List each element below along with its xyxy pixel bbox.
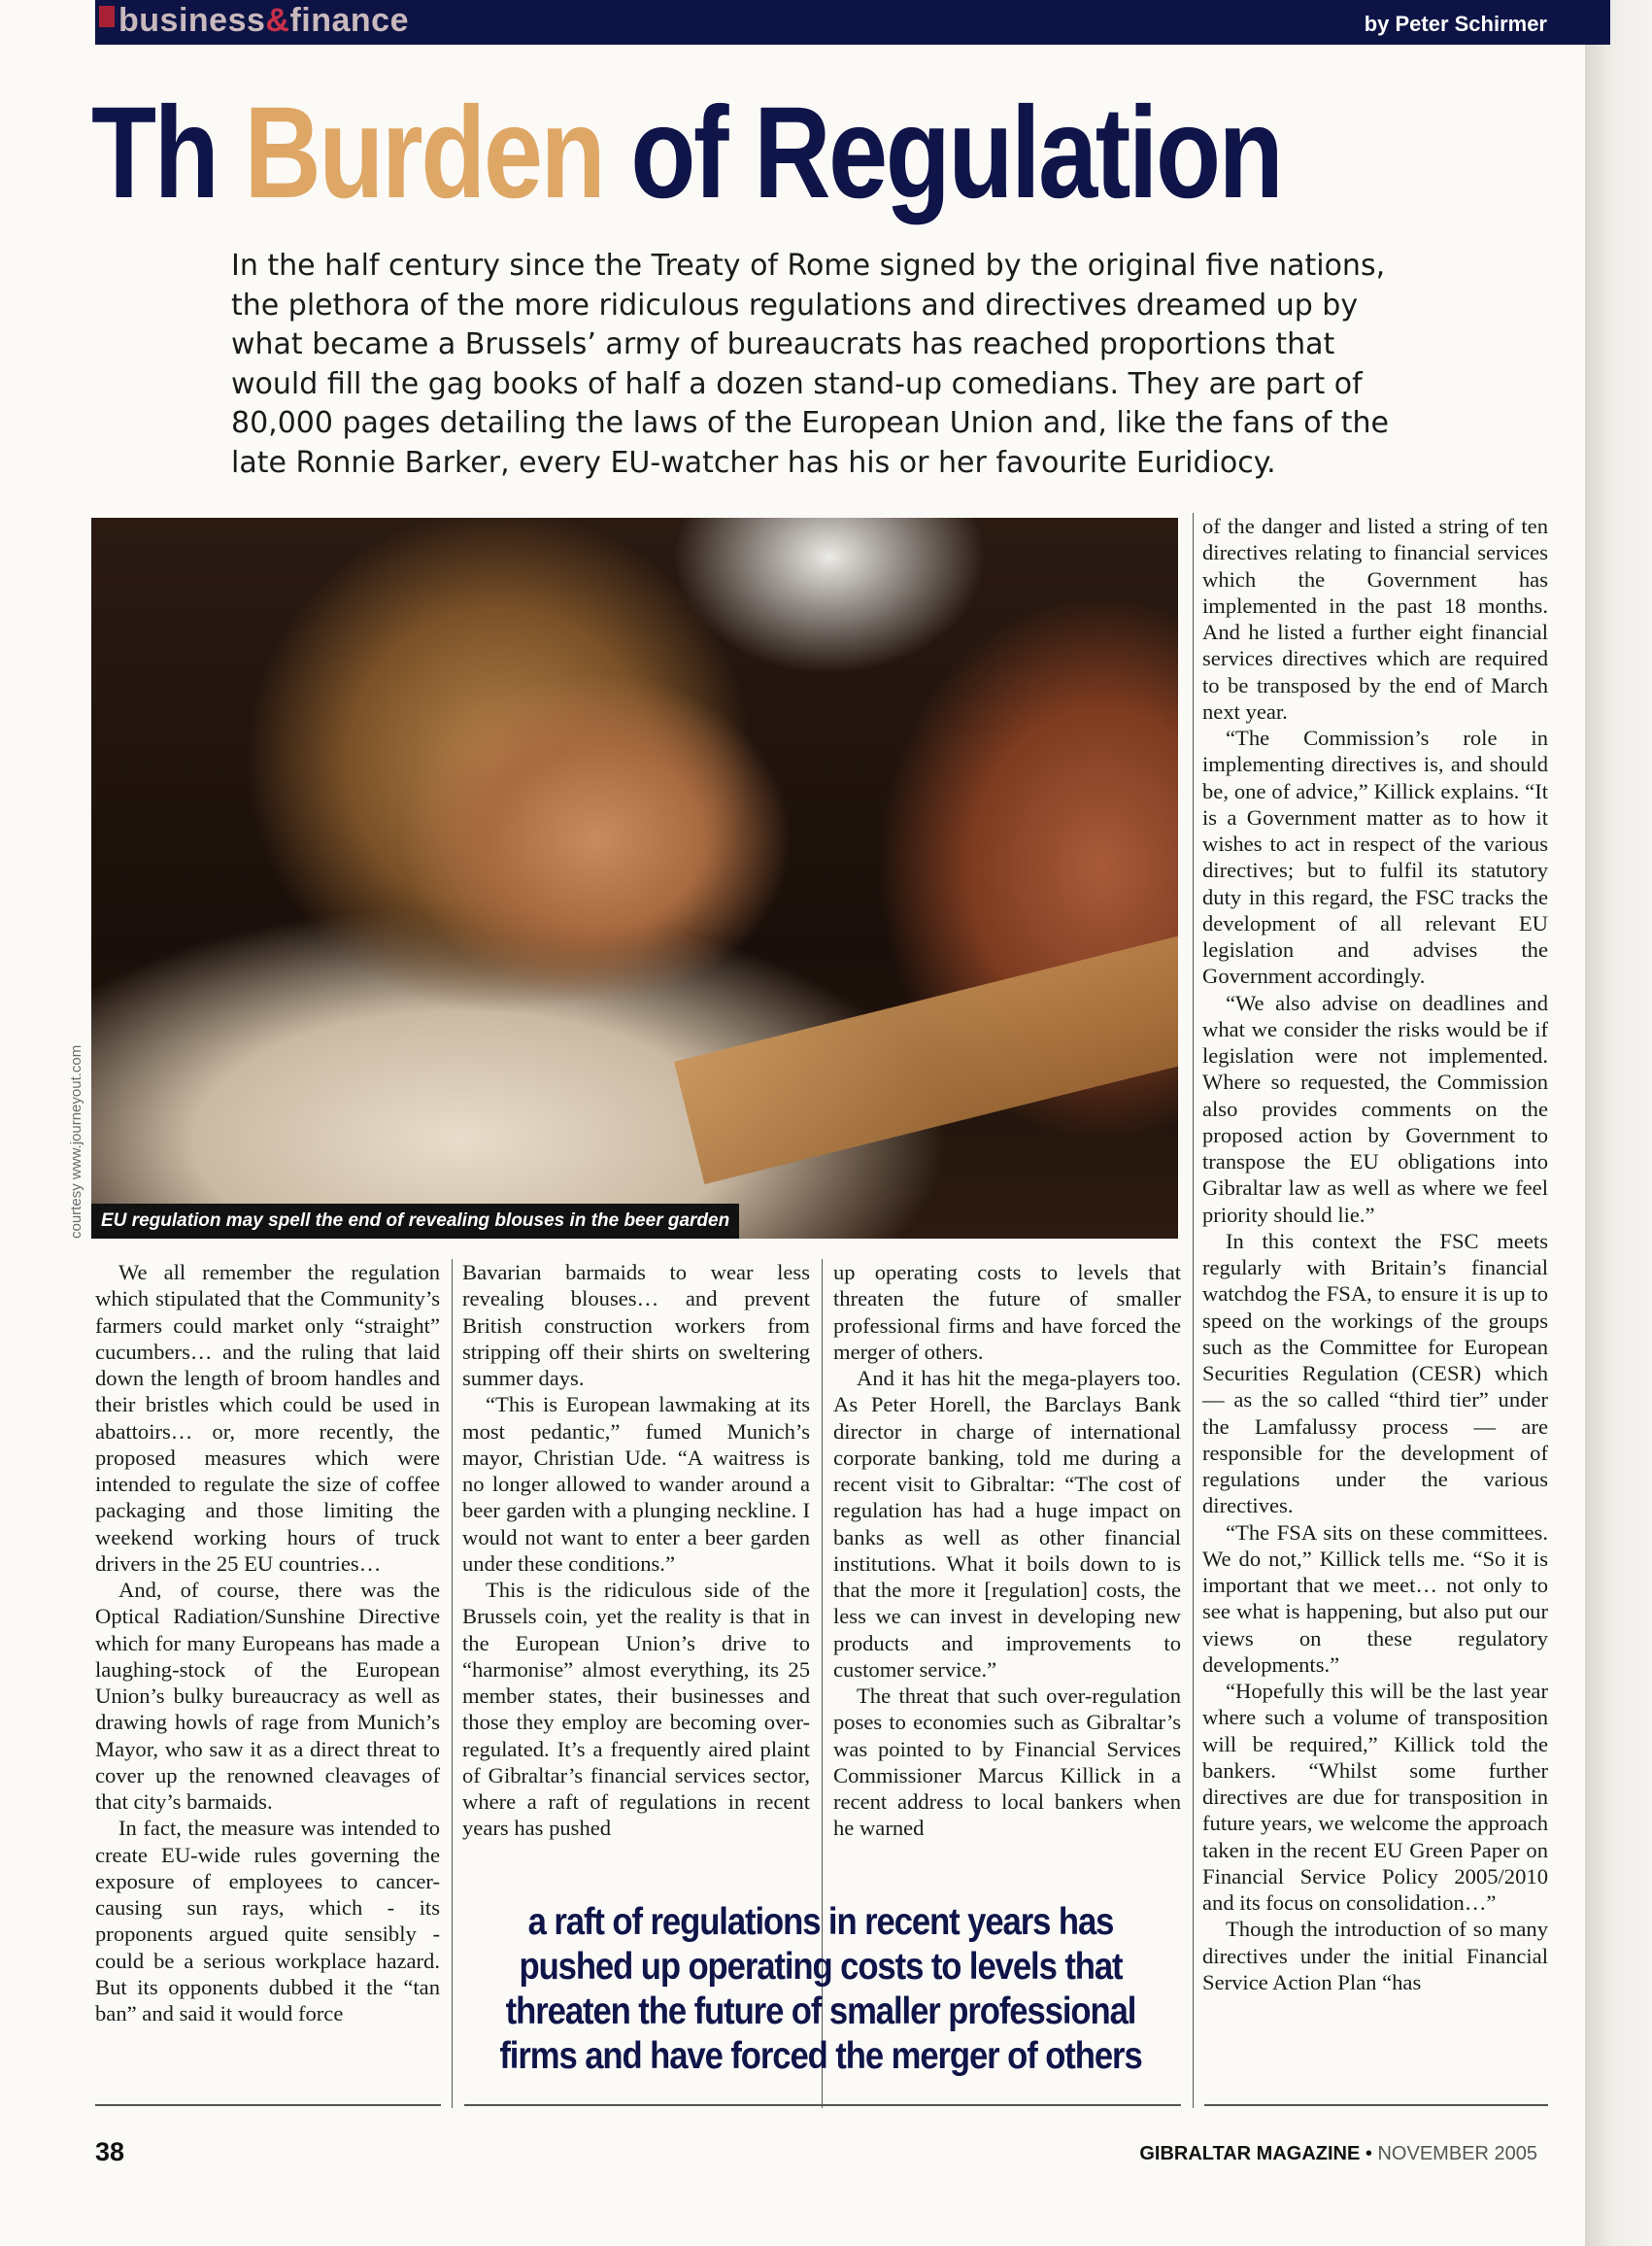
paragraph: up operating costs to levels that threaten the future of smaller professional firms and have forced the merger of others. [833, 1260, 1181, 1364]
footer-separator: • [1365, 2143, 1372, 2164]
bottom-rule [464, 2104, 1181, 2106]
headline-word-1: Th [91, 81, 218, 225]
photo-table-edge [674, 911, 1178, 1184]
headline [91, 76, 1282, 231]
bottom-rule [1204, 2104, 1548, 2106]
photo-credit: courtesy www.journeyout.com [68, 1044, 84, 1239]
paragraph: We all remember the regulation which stipulated that the Community’s farmers could market only “straight” cucumbers… and the ruling that laid down the length of broom handles and their bristles which could be used in abattoirs… or, more recently, the proposed measures which were intended to regulate the size of coffee packaging and those limiting the weekend working hours of truck drivers in the 25 EU countries… [95, 1260, 440, 1576]
paragraph: “Hopefully this will be the last year where such a volume of transposition will be required,” Killick told the bankers. “Whilst some further directives are due for transposition in future years, we welcome the approach taken in the recent EU Green Paper on Financial Service Policy 2005/2010 and its focus on consolidation…” [1202, 1679, 1548, 1915]
section-tag-business: business [118, 2, 266, 39]
bottom-rule [95, 2104, 441, 2106]
article-column-3 [833, 1259, 1181, 1842]
paragraph: Though the introduction of so many directives under the initial Financial Service Action Plan “has [1202, 1917, 1548, 1994]
paragraph: “We also advise on deadlines and what we consider the risks would be if legislation were not implemented. Where so requested, the Commission also provides comments on the proposed action by Government to transpose the EU obligations into Gibraltar law as well as where we feel priority should lie.” [1202, 990, 1548, 1227]
paragraph: And it has hit the mega-players too. As Peter Horell, the Barclays Bank director in charge of international corporate banking, told me during a recent visit to Gibraltar: “The cost of regulation has had a huge impact on banks as well as other financial institutions. What it boils down to is that the more it [regulation] costs, the less we can invest in developing new products and improvements to customer service.” [833, 1366, 1181, 1682]
beer-garden-photo [91, 518, 1178, 1239]
magazine-logo-icon [99, 6, 115, 27]
intro-standfirst: In the half century since the Treaty of Rome signed by the original five nations, the plethora of the more ridiculous regulations and directives dreamed up by what became a Brussels’ army of bureaucrats has reached proportions that would fill the gag books of half a dozen stand-up comedians. They are part of 80,000 pages detailing the laws of the European Union and, like the fans of the late Ronnie Barker, every EU-watcher has his or her favourite Euridiocy. [231, 249, 1389, 480]
column-rule [1193, 513, 1194, 2108]
column-rule [452, 1259, 453, 2108]
byline: by Peter Schirmer [1364, 12, 1547, 36]
section-tag-ampersand: & [265, 2, 290, 39]
magazine-name: GIBRALTAR MAGAZINE [1139, 2143, 1361, 2164]
paragraph: In fact, the measure was intended to create EU-wide rules governing the exposure of employees to cancer-causing sun rays, which - its proponents argued quite sensibly - could be a serious workplace hazard. But its opponents dubbed it the “tan ban” and said it would force [95, 1816, 440, 2025]
article-column-4 [1202, 513, 1548, 1995]
headline-word-regulation: Regulation [754, 81, 1282, 225]
paragraph: “This is European lawmaking at its most pedantic,” fumed Munich’s mayor, Christian Ude. “A waitress is no longer allowed to wander around a beer garden with a plunging neckline. I would not want to enter a beer garden under these conditions.” [462, 1392, 810, 1576]
headline-word-burden: Burden [244, 81, 604, 225]
paragraph: Bavarian barmaids to wear less revealing blouses… and prevent British construction workers from stripping off their shirts on sweltering summer days. [462, 1260, 810, 1390]
paragraph: “The FSA sits on these committees. We do not,” Killick tells me. “So it is important that we meet… not only to see what is happening, but also put our views on these regulatory developments.” [1202, 1519, 1548, 1677]
section-tag-finance: finance [289, 2, 409, 39]
paragraph: This is the ridiculous side of the Brussels coin, yet the reality is that in the European Union’s drive to “harmonise” almost everything, its 25 member states, their businesses and those they employ are becoming over-regulated. It’s a frequently aired plaint of Gibraltar’s financial services sector, where a raft of regulations in recent years has pushed [462, 1578, 810, 1841]
headline-word-of: of [630, 81, 727, 225]
page-edge-shadow [1585, 0, 1652, 2246]
paragraph: of the danger and listed a string of ten directives relating to financial services which the Government has implemented in the past 18 months. And he listed a further eight financial services directives which are required to be transposed by the end of March next year. [1202, 514, 1548, 724]
page-number: 38 [95, 2137, 125, 2166]
section-tag [118, 2, 409, 40]
magazine-footer [1139, 2143, 1537, 2165]
photo-caption: EU regulation may spell the end of revealing blouses in the beer garden [91, 1204, 739, 1239]
issue-date: NOVEMBER 2005 [1377, 2143, 1537, 2164]
paragraph: And, of course, there was the Optical Radiation/Sunshine Directive which for many Europeans has made a laughing-stock of the European Union’s bulky bureaucracy as well as drawing howls of rage from Munich’s Mayor, who saw it as a direct threat to cover up the renowned cleavages of that city’s barmaids. [95, 1578, 440, 1814]
paragraph: In this context the FSC meets regularly with Britain’s financial watchdog the FSA, to ensure it is up to speed on the workings of the groups such as the Committee for European Securities Regulation (CESR) which — as the so called “third tier” under the Lamfalussy process — are responsible for the development of regulations under the various directives. [1202, 1228, 1548, 1518]
article-column-1 [95, 1259, 440, 2026]
paragraph: “The Commission’s role in implementing directives is, and should be, one of advice,” Killick explains. “It is a Government matter as to how it wishes to act in respect of the various directives; but to fulfil its statutory duty in this regard, the FSC tracks the development of all relevant EU legislation and advises the Government accordingly. [1202, 726, 1548, 989]
pull-quote: a raft of regulations in recent years has pushed up operating costs to levels that threaten the future of smaller professional firms and have forced the merger of others [499, 1901, 1142, 2077]
paragraph: The threat that such over-regulation poses to economies such as Gibraltar’s was pointed to by Financial Services Commissioner Marcus Killick in a recent address to local bankers when he warned [833, 1684, 1181, 1841]
article-column-2 [462, 1259, 810, 1842]
